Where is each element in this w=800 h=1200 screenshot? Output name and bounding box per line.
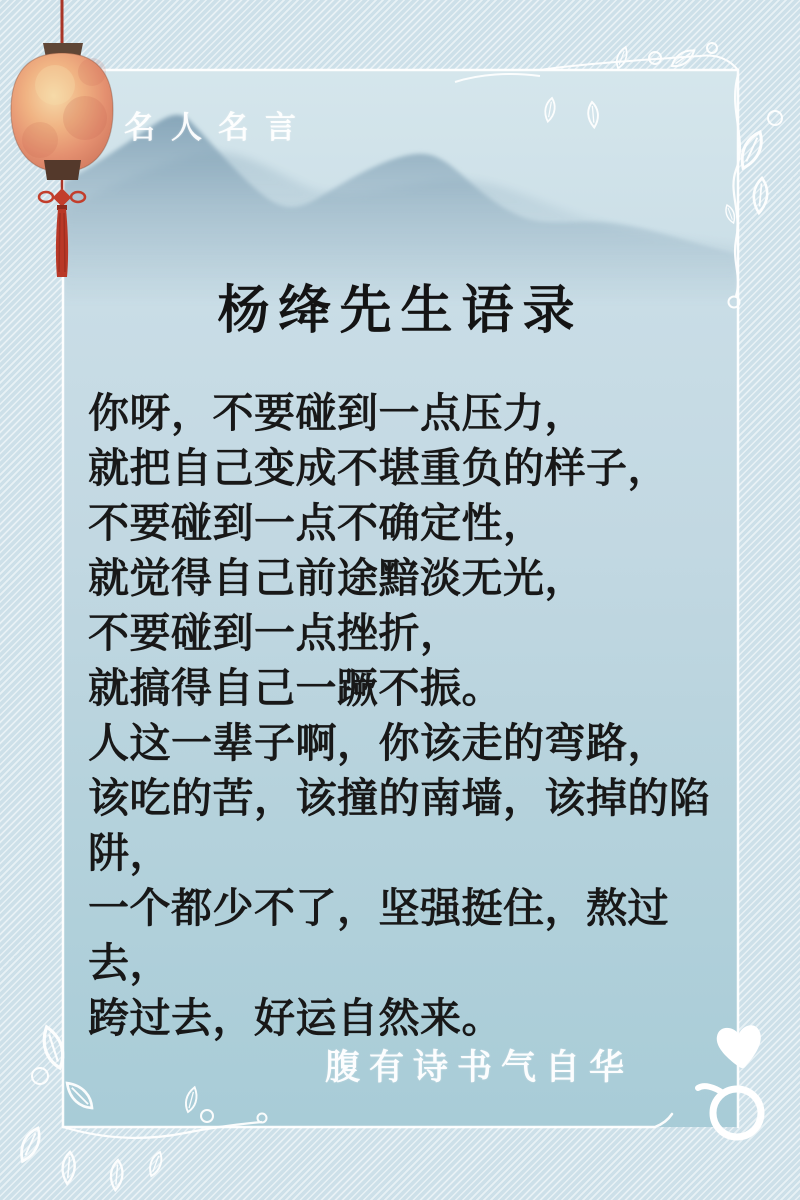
quote-line: 就把自己变成不堪重负的样子， xyxy=(88,445,669,491)
quote-text xyxy=(88,386,738,1046)
quote-line: 该吃的苦，该撞的南墙，该掉的陷阱， xyxy=(88,775,711,876)
footer-motto: 腹有诗书气自华 xyxy=(325,1048,634,1087)
quote-line: 一个都少不了，坚强挺住，熬过去， xyxy=(88,885,669,986)
quote-line: 不要碰到一点不确定性， xyxy=(88,500,545,546)
quote-line: 人这一辈子啊，你该走的弯路， xyxy=(88,720,669,766)
quote-line: 跨过去，好运自然来。 xyxy=(88,995,503,1041)
page-title: 杨绛先生语录 xyxy=(217,283,584,340)
quote-line: 就搞得自己一蹶不振。 xyxy=(88,665,503,711)
badge-famous-quotes: 名人名言 xyxy=(124,110,312,145)
quote-line: 不要碰到一点挫折， xyxy=(88,610,462,656)
quote-line: 就觉得自己前途黯淡无光， xyxy=(88,555,586,601)
quote-line: 你呀，不要碰到一点压力， xyxy=(88,390,586,436)
